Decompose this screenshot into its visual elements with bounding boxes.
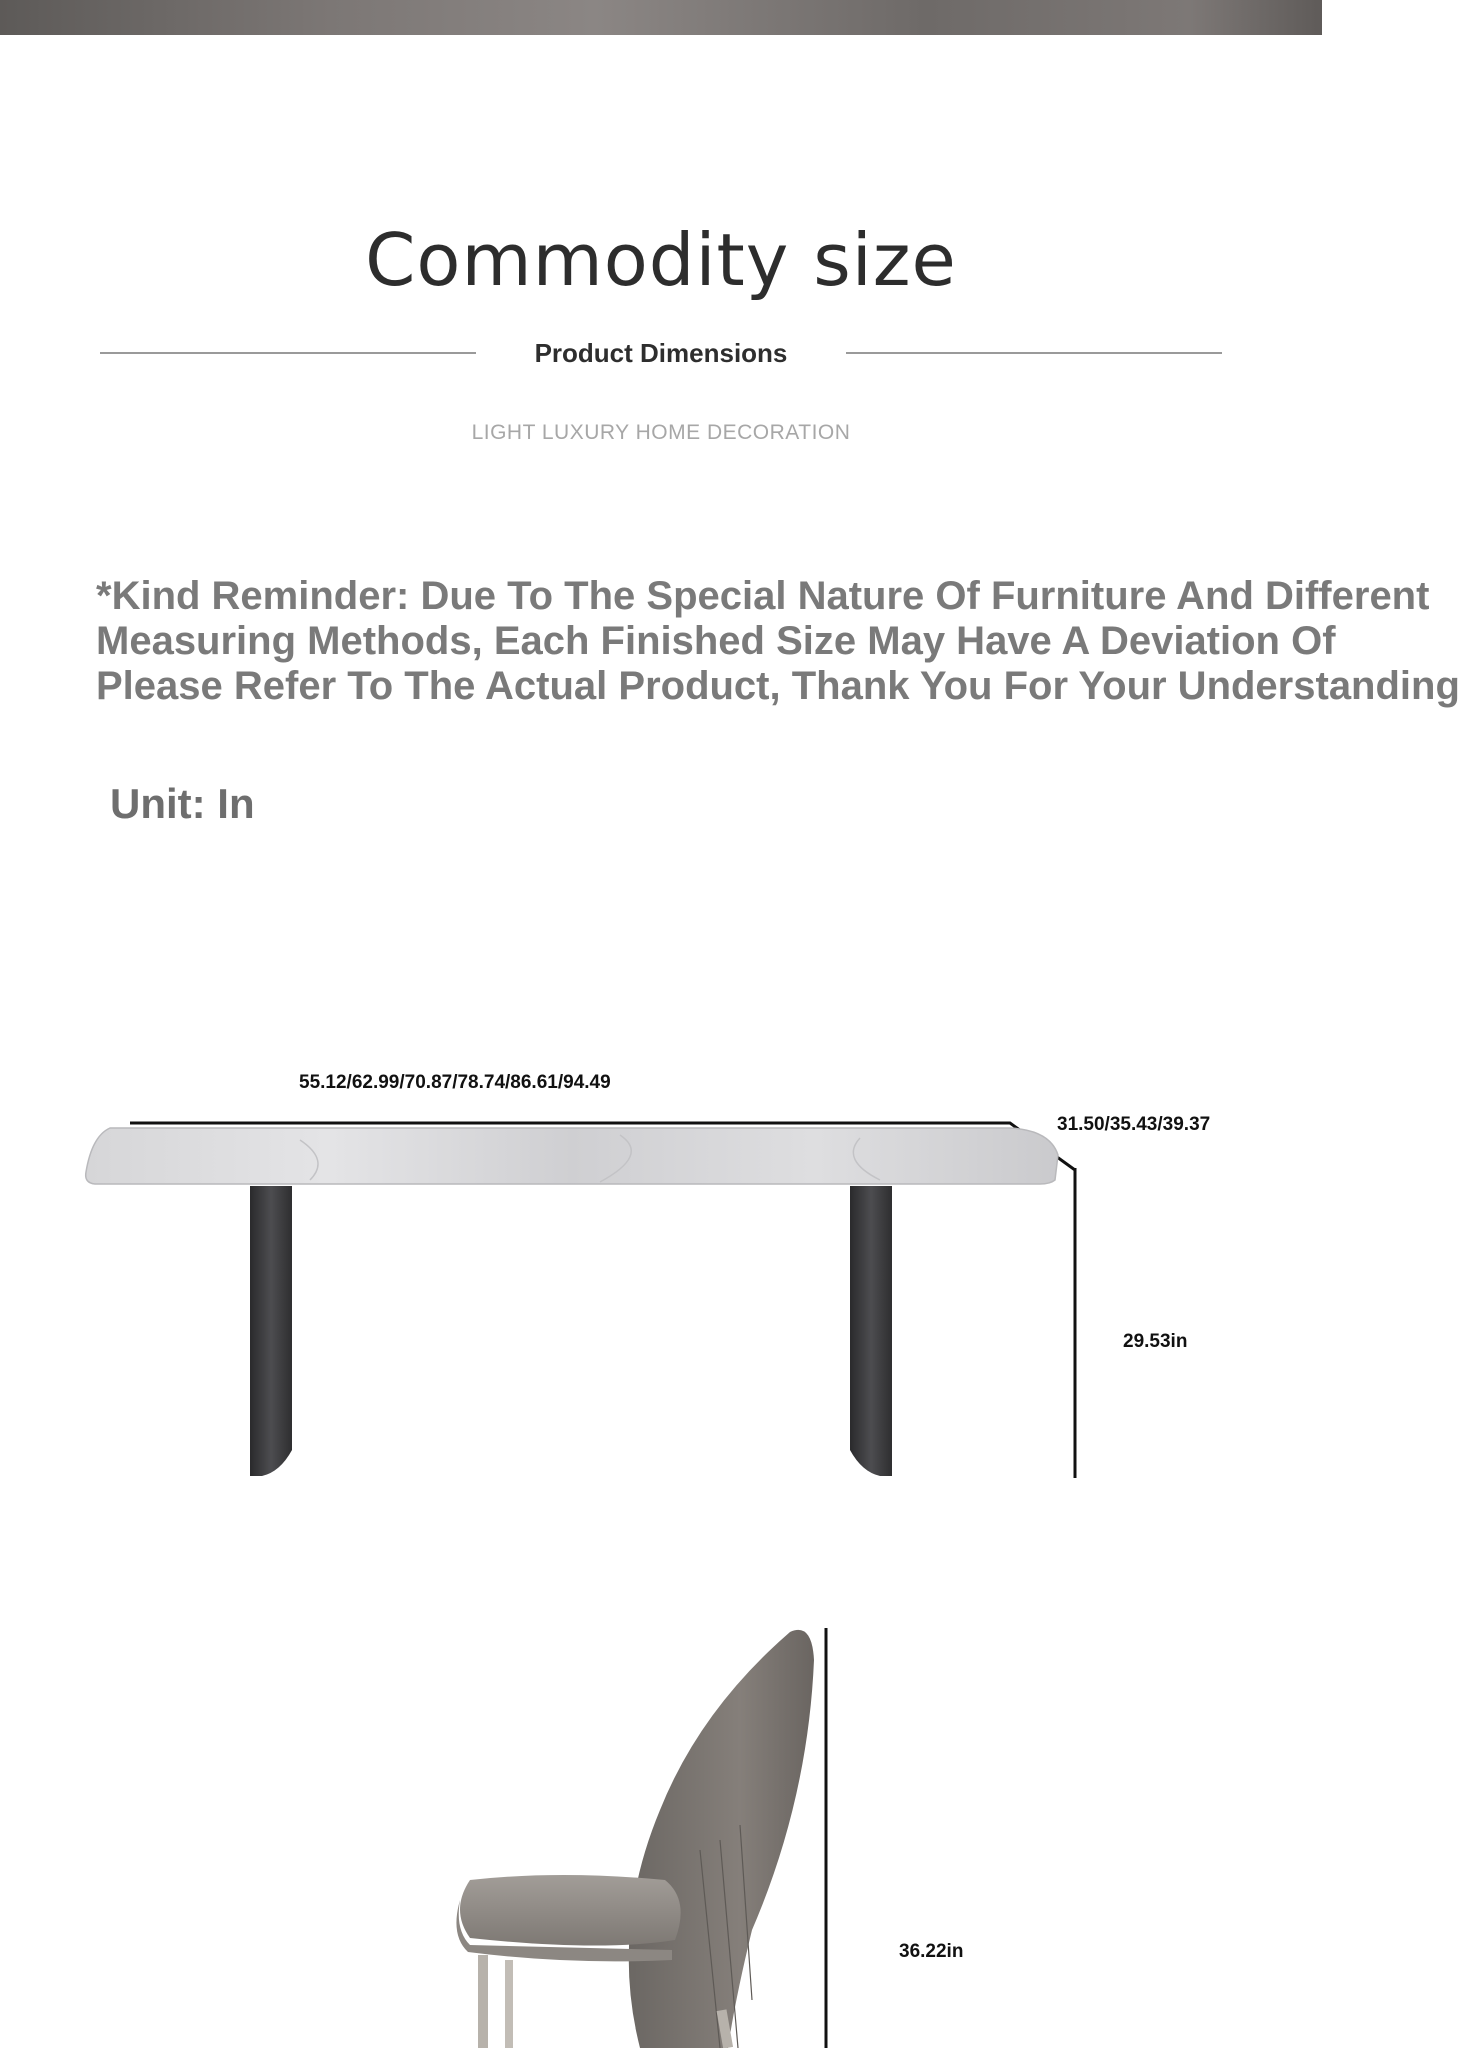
chair-leg	[478, 1955, 488, 2048]
table-leg-left	[250, 1186, 292, 1476]
notice-line-3: Please Refer To The Actual Product, Thank You For Your Understanding	[96, 664, 1460, 708]
tagline: LIGHT LUXURY HOME DECORATION	[471, 421, 851, 444]
table-height-dimension: 29.53in	[1123, 1331, 1188, 1352]
notice-line-2: Measuring Methods, Each Finished Size May Have A Deviation Of	[96, 619, 1336, 663]
unit-label: Unit: In	[110, 780, 255, 827]
page-title: Commodity size	[365, 218, 957, 302]
table-leg-right	[850, 1186, 892, 1476]
notice-line-1: *Kind Reminder: Due To The Special Nature Of Furniture And Different	[96, 574, 1430, 618]
tabletop	[86, 1128, 1058, 1184]
kind-reminder-notice	[96, 574, 1460, 709]
table-depth-dimension: 31.50/35.43/39.37	[1057, 1114, 1211, 1135]
chair-height-dimension: 36.22in	[899, 1941, 964, 1962]
chair-backrest	[629, 1630, 814, 2048]
table-width-dimension: 55.12/62.99/70.87/78.74/86.61/94.49	[299, 1072, 611, 1093]
chair-seat	[460, 1875, 681, 1946]
table-illustration	[0, 1100, 1322, 1500]
section-subtitle: Product Dimensions	[534, 338, 788, 368]
top-banner-strip	[0, 0, 1322, 35]
chair-illustration	[0, 1600, 1322, 2048]
divider-right	[846, 352, 1222, 354]
